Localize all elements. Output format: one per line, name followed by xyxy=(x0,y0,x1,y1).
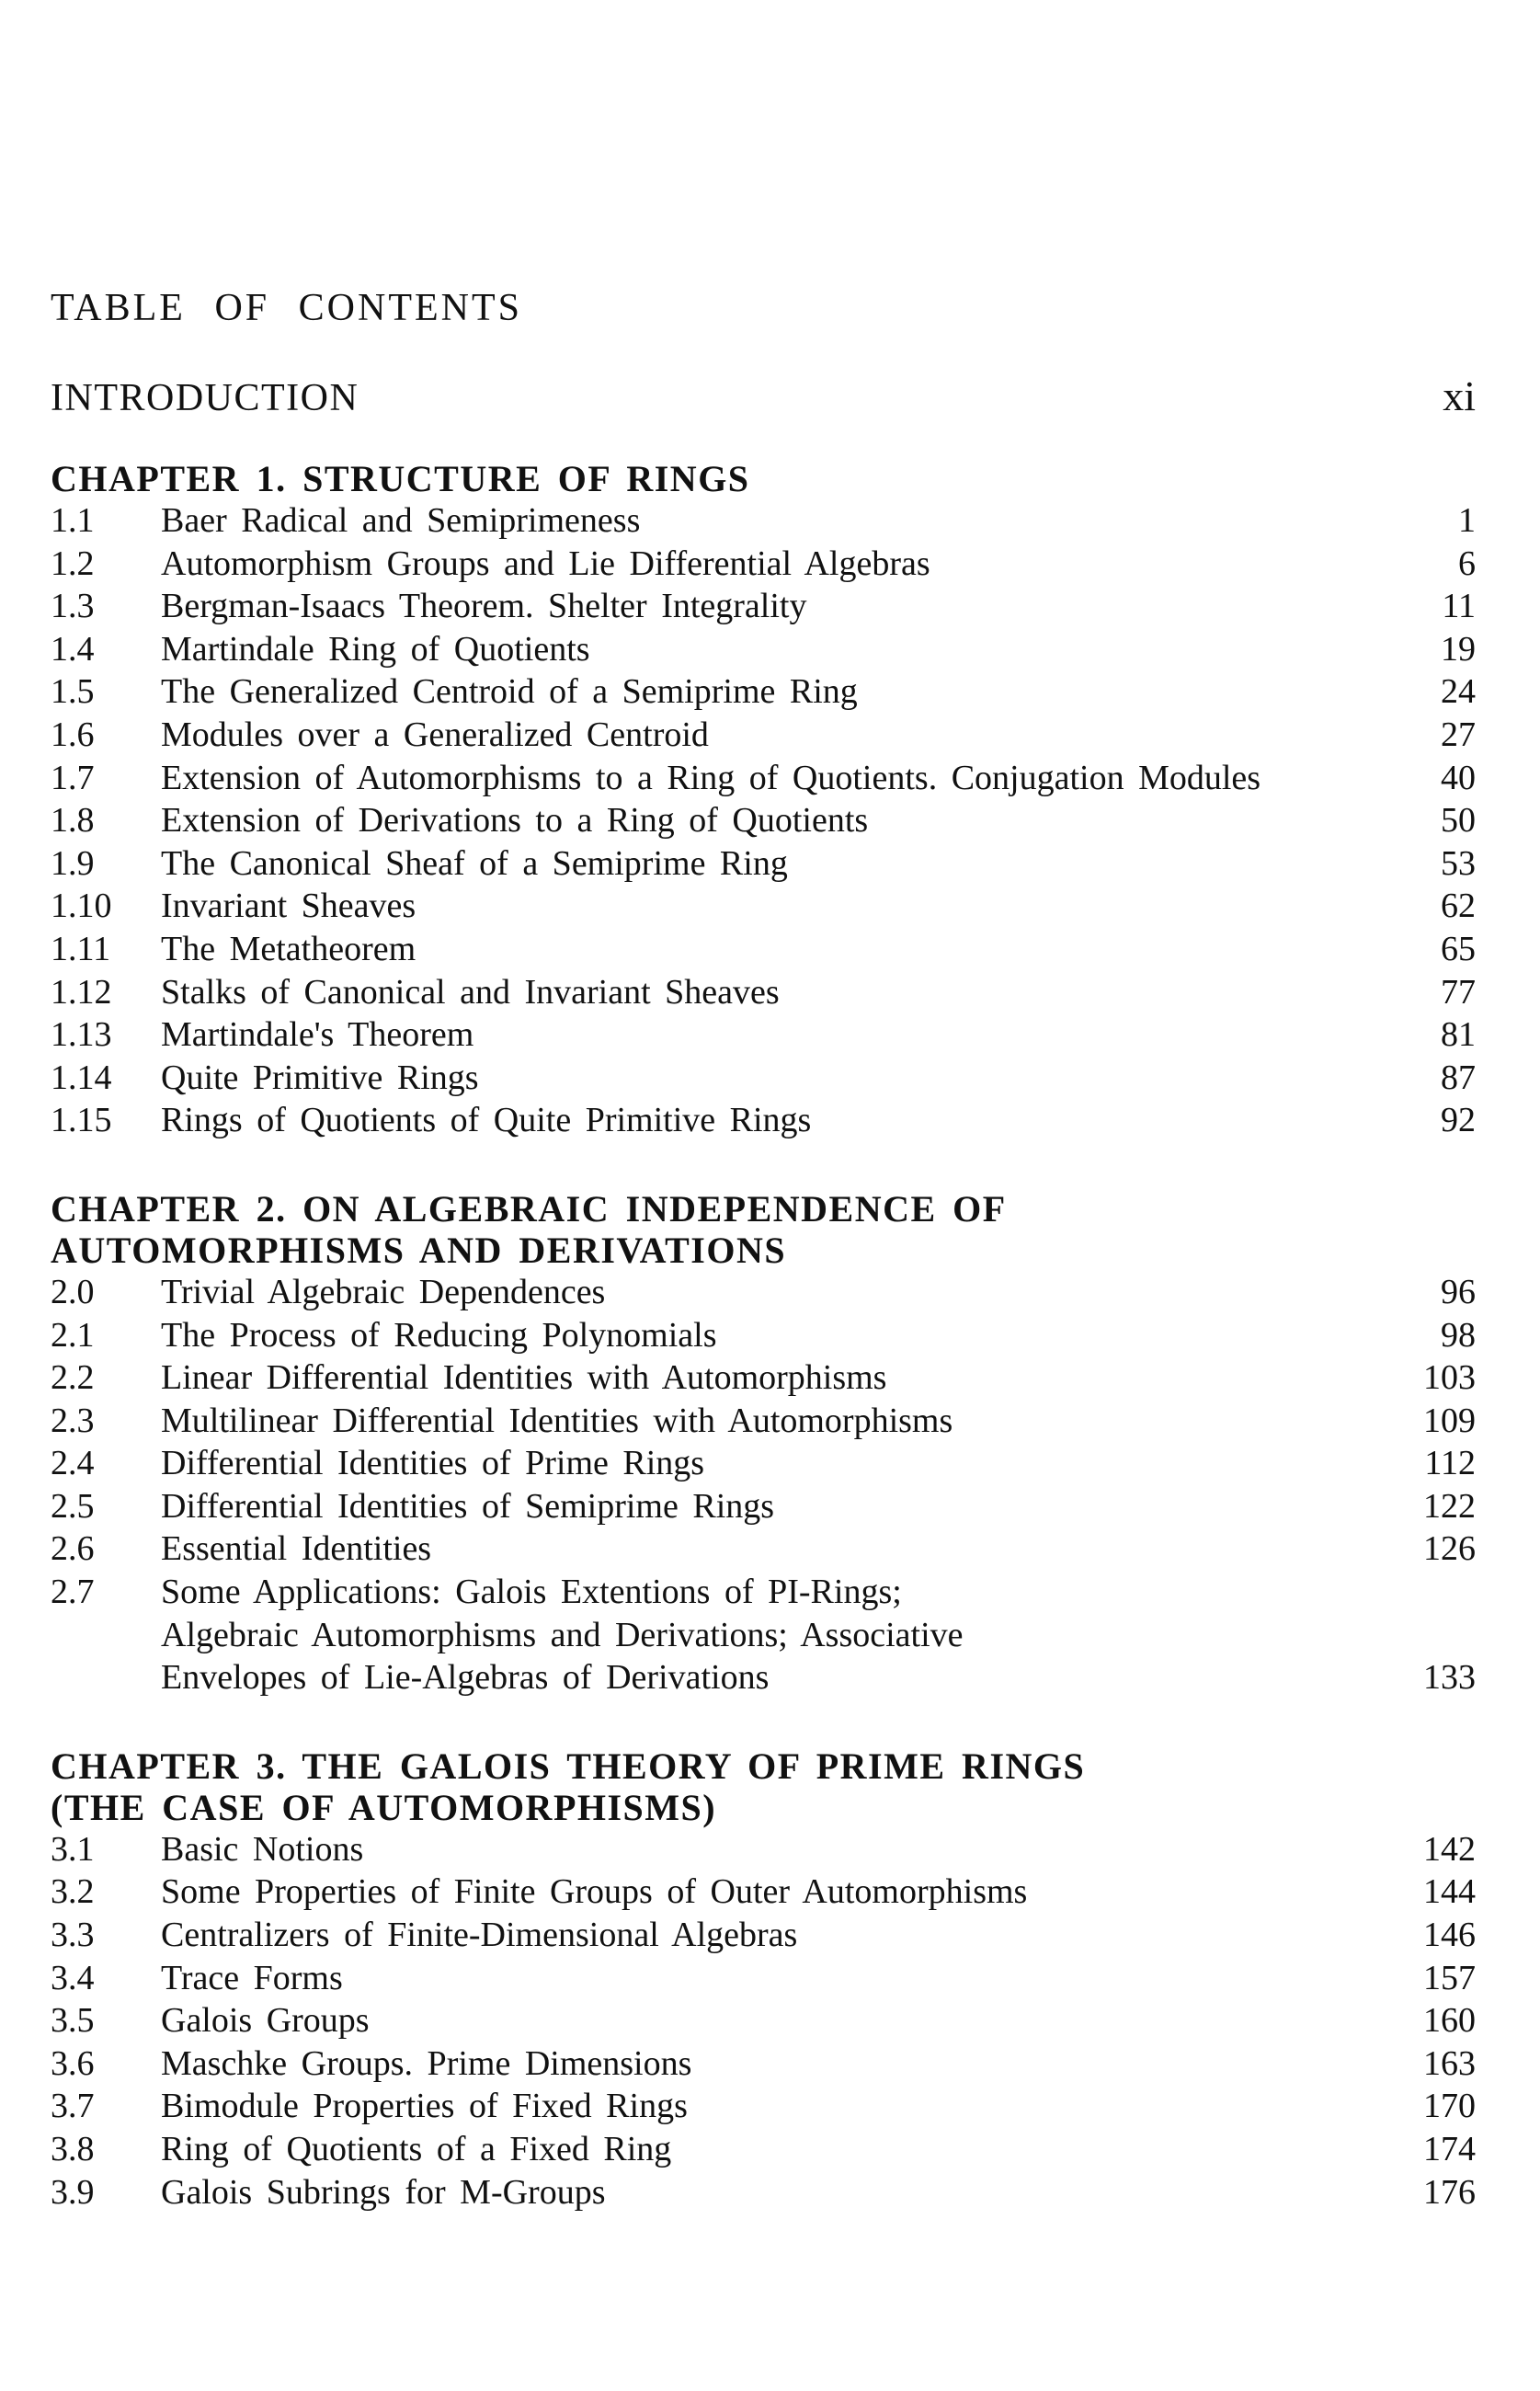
section-title-line: The Generalized Centroid of a Semiprime Ring xyxy=(161,672,858,712)
section-title-line: Galois Subrings for M-Groups xyxy=(161,2172,606,2212)
section-title-line: Maschke Groups. Prime Dimensions xyxy=(161,2043,692,2083)
section-number: 1.14 xyxy=(51,1058,112,1097)
section-title-line: Ring of Quotients of a Fixed Ring xyxy=(161,2130,672,2168)
toc-entry[interactable] xyxy=(51,670,1476,714)
section-title-line: Trace Forms xyxy=(161,1958,343,1997)
chapter-heading xyxy=(51,1745,1476,1828)
section-title xyxy=(161,1013,1365,1057)
section-title-line: Baer Radical and Semiprimeness xyxy=(161,501,641,540)
section-number: 1.9 xyxy=(51,843,95,883)
toc-entry[interactable] xyxy=(51,1870,1476,1914)
section-number: 3.9 xyxy=(51,2172,95,2212)
section-title xyxy=(161,499,1365,543)
toc-entry[interactable] xyxy=(51,2128,1476,2171)
section-title-line: Martindale Ring of Quotients xyxy=(161,629,590,669)
section-number: 1.5 xyxy=(51,672,95,712)
section-title xyxy=(161,585,1365,628)
section-number: 1.12 xyxy=(51,972,112,1012)
toc-entry[interactable] xyxy=(51,842,1476,886)
entry-page-number: 112 xyxy=(1424,1444,1476,1483)
section-number: 3.1 xyxy=(51,1829,95,1869)
section-title-line: Martindale's Theorem xyxy=(161,1015,474,1055)
toc-page xyxy=(51,287,1476,2259)
entry-page-number: 53 xyxy=(1441,843,1476,883)
entry-page-number: 174 xyxy=(1423,2130,1476,2168)
toc-entry[interactable] xyxy=(51,1356,1476,1400)
chapter-2 xyxy=(51,1188,1476,1699)
entry-page-number: 27 xyxy=(1441,715,1476,754)
section-number: 1.8 xyxy=(51,801,95,841)
entry-page-number: 62 xyxy=(1441,887,1476,926)
section-title-line: Stalks of Canonical and Invariant Sheaves xyxy=(161,972,780,1012)
section-number: 1.10 xyxy=(51,887,112,926)
entry-page-number: 96 xyxy=(1441,1272,1476,1311)
section-number: 2.6 xyxy=(51,1529,95,1569)
section-title xyxy=(161,1099,1365,1142)
entry-page-number: 92 xyxy=(1441,1101,1476,1140)
entry-page-number: 98 xyxy=(1441,1315,1476,1355)
section-title xyxy=(161,2128,1365,2171)
entry-page-number: 77 xyxy=(1441,972,1476,1012)
toc-heading: TABLE OF CONTENTS xyxy=(51,287,522,329)
section-title xyxy=(161,670,1365,714)
chapter-heading xyxy=(51,1188,1476,1271)
entry-page-number: 87 xyxy=(1441,1058,1476,1097)
chapter-3 xyxy=(51,1745,1476,2214)
section-title-line: Trivial Algebraic Dependences xyxy=(161,1272,606,1311)
entry-page-number: 6 xyxy=(1458,543,1476,583)
entry-page-number: 160 xyxy=(1423,2001,1476,2041)
chapter-heading-line: AUTOMORPHISMS AND DERIVATIONS xyxy=(51,1229,787,1271)
toc-entry[interactable] xyxy=(51,1571,1476,1699)
section-number: 1.1 xyxy=(51,501,95,540)
section-number: 2.1 xyxy=(51,1315,95,1355)
entry-page-number: 146 xyxy=(1423,1916,1476,1955)
toc-entry[interactable] xyxy=(51,714,1476,757)
section-title xyxy=(161,1914,1365,1957)
section-title xyxy=(161,971,1365,1014)
section-number: 1.6 xyxy=(51,715,95,754)
section-title-line: Extension of Automorphisms to a Ring of Quotients. Conjugation Modules xyxy=(161,758,1261,797)
section-title-line: The Process of Reducing Polynomials xyxy=(161,1315,717,1355)
section-number: 1.7 xyxy=(51,758,95,797)
section-title xyxy=(161,1271,1365,1314)
chapter-list xyxy=(51,458,1476,2214)
toc-entry[interactable] xyxy=(51,585,1476,628)
toc-entry[interactable] xyxy=(51,1957,1476,2000)
toc-entry[interactable] xyxy=(51,1442,1476,1485)
section-title-line: Bergman-Isaacs Theorem. Shelter Integrality xyxy=(161,587,807,626)
toc-entry[interactable] xyxy=(51,1914,1476,1957)
section-title xyxy=(161,1571,1365,1699)
section-title xyxy=(161,2171,1365,2214)
section-title xyxy=(161,799,1365,842)
section-number: 1.2 xyxy=(51,543,95,583)
section-number: 3.2 xyxy=(51,1872,95,1912)
entry-page-number: 176 xyxy=(1423,2172,1476,2212)
toc-entry[interactable] xyxy=(51,928,1476,971)
section-title-line: Basic Notions xyxy=(161,1829,364,1869)
section-title-line: Modules over a Generalized Centroid xyxy=(161,715,709,754)
chapter-heading xyxy=(51,458,1476,499)
entry-page-number: 50 xyxy=(1441,801,1476,841)
section-title xyxy=(161,1442,1365,1485)
section-title xyxy=(161,1400,1365,1443)
toc-entry[interactable] xyxy=(51,1271,1476,1314)
section-title xyxy=(161,543,1365,586)
toc-entry[interactable] xyxy=(51,2085,1476,2128)
section-number: 2.3 xyxy=(51,1401,95,1440)
section-title xyxy=(161,2042,1365,2086)
entry-page-number: 122 xyxy=(1423,1486,1476,1526)
toc-entry[interactable] xyxy=(51,1400,1476,1443)
section-title-line: Essential Identities xyxy=(161,1529,432,1569)
section-title xyxy=(161,1828,1365,1871)
section-title-line: Automorphism Groups and Lie Differential Algebras xyxy=(161,543,930,583)
section-title-line: Extension of Derivations to a Ring of Quotients xyxy=(161,801,869,841)
section-title xyxy=(161,1957,1365,2000)
section-title-line: Bimodule Properties of Fixed Rings xyxy=(161,2087,688,2126)
section-title-line: Some Applications: Galois Extentions of PI-Rings; xyxy=(161,1573,902,1612)
toc-entry[interactable] xyxy=(51,2042,1476,2086)
toc-entry[interactable] xyxy=(51,971,1476,1014)
section-title xyxy=(161,1485,1365,1528)
section-title xyxy=(161,885,1365,928)
toc-entry[interactable] xyxy=(51,1057,1476,1100)
toc-entry[interactable] xyxy=(51,628,1476,671)
section-title xyxy=(161,757,1365,800)
section-title xyxy=(161,1999,1365,2042)
section-number: 2.0 xyxy=(51,1272,95,1311)
section-number: 2.4 xyxy=(51,1444,95,1483)
section-title-line: Some Properties of Finite Groups of Outer Automorphisms xyxy=(161,1872,1028,1912)
toc-entry[interactable] xyxy=(51,1828,1476,1871)
section-number: 3.5 xyxy=(51,2001,95,2041)
section-title xyxy=(161,1314,1365,1357)
toc-entry[interactable] xyxy=(51,1999,1476,2042)
section-title xyxy=(161,1870,1365,1914)
entry-page-number: 65 xyxy=(1441,929,1476,968)
section-number: 3.7 xyxy=(51,2087,95,2126)
toc-entry[interactable] xyxy=(51,1013,1476,1057)
toc-entry[interactable] xyxy=(51,757,1476,800)
section-number: 3.8 xyxy=(51,2130,95,2168)
section-title xyxy=(161,842,1365,886)
entry-page-number: 144 xyxy=(1423,1872,1476,1912)
section-number: 1.15 xyxy=(51,1101,112,1140)
entry-page-number: 81 xyxy=(1441,1015,1476,1055)
section-title-line: Differential Identities of Semiprime Rings xyxy=(161,1486,775,1526)
entry-page-number: 40 xyxy=(1441,758,1476,797)
section-title-line: Quite Primitive Rings xyxy=(161,1058,479,1097)
section-title xyxy=(161,714,1365,757)
entry-page-number: 163 xyxy=(1423,2043,1476,2083)
section-title xyxy=(161,628,1365,671)
section-title-line: Rings of Quotients of Quite Primitive Rings xyxy=(161,1101,812,1140)
toc-entry-introduction[interactable] xyxy=(51,373,1476,419)
entry-page-number: 170 xyxy=(1423,2087,1476,2126)
chapter-heading-line: CHAPTER 3. THE GALOIS THEORY OF PRIME RINGS xyxy=(51,1745,1086,1787)
entry-page-number: 133 xyxy=(1423,1658,1476,1698)
section-number: 1.11 xyxy=(51,929,111,968)
chapter-heading-line: CHAPTER 1. STRUCTURE OF RINGS xyxy=(51,458,750,499)
section-number: 1.3 xyxy=(51,587,95,626)
section-number: 3.3 xyxy=(51,1916,95,1955)
section-title xyxy=(161,1527,1365,1571)
section-number: 2.5 xyxy=(51,1486,95,1526)
entry-page-number: 24 xyxy=(1441,672,1476,712)
section-title xyxy=(161,928,1365,971)
toc-entry[interactable] xyxy=(51,1527,1476,1571)
section-number: 1.4 xyxy=(51,629,95,669)
chapter-heading-line: (THE CASE OF AUTOMORPHISMS) xyxy=(51,1786,717,1828)
section-title xyxy=(161,1057,1365,1100)
entry-page-number: 11 xyxy=(1442,587,1476,626)
section-title xyxy=(161,1356,1365,1400)
entry-page-number: 19 xyxy=(1441,629,1476,669)
section-title-line: Multilinear Differential Identities with Automorphisms xyxy=(161,1401,953,1440)
toc-entry[interactable] xyxy=(51,799,1476,842)
chapter-heading-line: CHAPTER 2. ON ALGEBRAIC INDEPENDENCE OF xyxy=(51,1187,1007,1230)
section-number: 3.4 xyxy=(51,1958,95,1997)
entry-page-number: 142 xyxy=(1423,1829,1476,1869)
section-title-line: The Metatheorem xyxy=(161,929,416,968)
entry-page-number: 109 xyxy=(1423,1401,1476,1440)
section-number: 2.7 xyxy=(51,1573,95,1612)
chapter-1 xyxy=(51,458,1476,1142)
toc-entry[interactable] xyxy=(51,499,1476,543)
section-title-line: Centralizers of Finite-Dimensional Algebras xyxy=(161,1916,798,1955)
entry-page-number: xi xyxy=(1443,372,1476,419)
entry-page-number: 126 xyxy=(1423,1529,1476,1569)
entry-page-number: 157 xyxy=(1423,1958,1476,1997)
entry-page-number: 1 xyxy=(1458,501,1476,540)
section-number: 3.6 xyxy=(51,2043,95,2083)
section-title-line: Differential Identities of Prime Rings xyxy=(161,1444,705,1483)
section-number: 2.2 xyxy=(51,1358,95,1398)
section-title-line: Linear Differential Identities with Automorphisms xyxy=(161,1358,887,1398)
section-number: 1.13 xyxy=(51,1015,112,1055)
section-title-line: Galois Groups xyxy=(161,2001,370,2041)
toc-entry[interactable] xyxy=(51,1099,1476,1142)
section-title-line: Invariant Sheaves xyxy=(161,887,416,926)
toc-entry[interactable] xyxy=(51,2171,1476,2214)
toc-entry[interactable] xyxy=(51,1485,1476,1528)
section-title-line: Algebraic Automorphisms and Derivations; Associative xyxy=(161,1615,964,1654)
section-title xyxy=(161,2085,1365,2128)
entry-title: INTRODUCTION xyxy=(51,377,359,419)
section-title-line: Envelopes of Lie-Algebras of Derivations xyxy=(161,1658,770,1698)
entry-page-number: 103 xyxy=(1423,1358,1476,1398)
toc-entry[interactable] xyxy=(51,543,1476,586)
toc-entry[interactable] xyxy=(51,1314,1476,1357)
section-title-line: The Canonical Sheaf of a Semiprime Ring xyxy=(161,843,788,883)
toc-entry[interactable] xyxy=(51,885,1476,928)
